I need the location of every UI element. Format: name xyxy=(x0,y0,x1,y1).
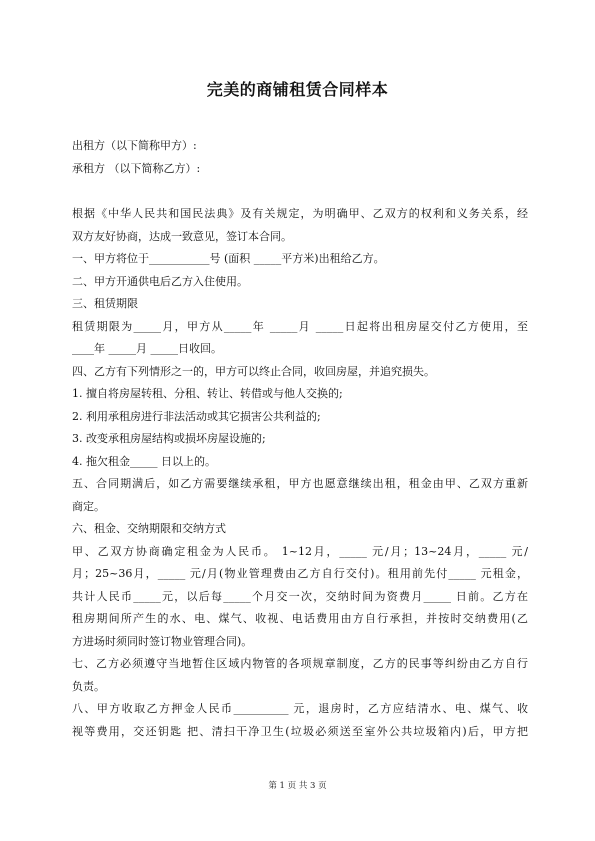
clause-4-heading: 四、乙方有下列情形之一的，甲方可以终止合同，收回房屋，并追究损失。 xyxy=(72,364,435,378)
clause-6-line-1: 甲、乙双方协商确定租金为人民币。 1~12月，_____ 元/月；13~24月，_____ 元/ xyxy=(72,544,528,558)
clause-7-line-2: 负责。 xyxy=(72,679,105,693)
clause-3-heading: 三、租赁期限 xyxy=(72,297,138,310)
clause-6-line-4: 租房期间所产生的水、电、煤气、收视、电话费用由方自行承担，并按时交纳费用(乙 xyxy=(72,612,528,625)
clause-6-line-5: 方进场时须同时签订物业管理合同)。 xyxy=(72,634,253,648)
clause-4-item-1: 1. 擅自将房屋转租、分租、转让、转借或与他人交换的; xyxy=(72,387,343,400)
page-number-footer: 第 1 页 共 3 页 xyxy=(268,781,327,791)
clause-5-line-2: 商定。 xyxy=(72,499,105,513)
document-body xyxy=(72,135,528,743)
clause-3-line-2: ____年 _____月 _____日收回。 xyxy=(72,342,222,355)
clause-1: 一、甲方将位于___________号 (面积 _____平方米)出租给乙方。 xyxy=(72,252,385,265)
clause-6-line-2: 月；25~36月，_____ 元/月(物业管理费由乙方自行交付)。租用前先付_____ 元租金， xyxy=(72,567,528,580)
clause-3-line-1: 租赁期限为_____月，甲方从_____年 _____月 _____日起将出租房屋交付乙方使用，至 xyxy=(72,319,528,333)
clause-6-line-3: 共计人民币_____元，以后每_____个月交一次，交纳时间为资费月_____ 日前。乙方在 xyxy=(72,589,528,603)
clause-7-line-1: 七、乙方必须遵守当地暂住区域内物管的各项规章制度，乙方的民事等纠纷由乙方自行 xyxy=(72,657,528,670)
clause-8-line-1: 八、甲方收取乙方押金人民币__________ 元，退房时，乙方应结清水、电、煤气、收 xyxy=(72,702,528,715)
lessee-line: 承租方 （以下简称乙方）: xyxy=(72,161,201,175)
preamble-line-1: 根据《中华人民共和国民法典》及有关规定，为明确甲、乙双方的权利和义务关系，经 xyxy=(72,207,528,220)
lessor-line: 出租方（以下简称甲方）: xyxy=(72,139,197,152)
clause-4-item-3: 3. 改变承租房屋结构或损坏房屋设施的; xyxy=(72,432,266,445)
clause-8-line-2: 视等费用，交还钥匙 把、清扫干净卫生(垃圾必须送至室外公共垃圾箱内)后，甲方把 xyxy=(72,724,528,738)
clause-4-item-4: 4. 拖欠租金_____ 日以上的。 xyxy=(72,454,216,468)
clause-6-heading: 六、租金、交纳期限和交纳方式 xyxy=(72,522,226,535)
clause-4-item-2: 2. 利用承租房进行非法活动或其它损害公共利益的; xyxy=(72,409,321,423)
clause-5-line-1: 五、合同期满后，如乙方需要继续承租，甲方也愿意继续出租，租金由甲、乙双方重新 xyxy=(72,477,528,490)
clause-2: 二、甲方开通供电后乙方入住使用。 xyxy=(72,274,248,288)
document-title: 完美的商铺租赁合同样本 xyxy=(206,80,389,99)
preamble-line-2: 双方友好协商，达成一致意见，签订本合同。 xyxy=(72,229,292,243)
paragraph-gap xyxy=(72,180,528,203)
